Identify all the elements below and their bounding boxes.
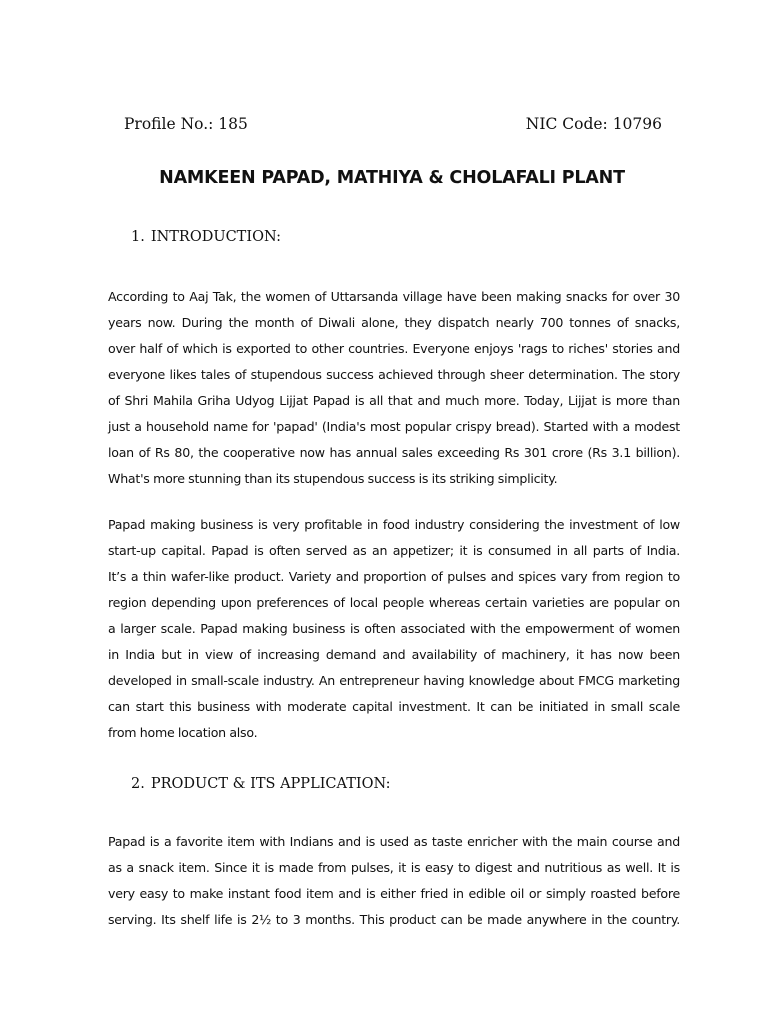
- paragraph-line: everyone likes tales of stupendous success achieved through sheer determination. The story: [108, 367, 680, 382]
- paragraph-line: serving. Its shelf life is 2½ to 3 months. This product can be made anywhere in the country.: [108, 912, 680, 927]
- paragraph-line: as a snack item. Since it is made from pulses, it is easy to digest and nutritious as well. It is: [108, 860, 680, 875]
- paragraph-line: very easy to make instant food item and is either fried in edible oil or simply roasted before: [108, 886, 680, 901]
- paragraph-line: of Shri Mahila Griha Udyog Lijjat Papad is all that and much more. Today, Lijjat is more than: [108, 393, 680, 408]
- paragraph-line: Papad making business is very profitable in food industry considering the investment of low: [108, 517, 680, 532]
- section-heading-introduction: [131, 229, 281, 245]
- paragraph-line: It’s a thin wafer-like product. Variety and proportion of pulses and spices vary from region to: [108, 569, 680, 584]
- paragraph-line: What's more stunning than its stupendous success is its striking simplicity.: [108, 471, 558, 486]
- paragraph-line: years now. During the month of Diwali alone, they dispatch nearly 700 tonnes of snacks,: [108, 315, 680, 330]
- paragraph-intro-1: [108, 284, 680, 492]
- paragraph-line: over half of which is exported to other countries. Everyone enjoys 'rags to riches' stories and: [108, 341, 680, 356]
- paragraph-line: According to Aaj Tak, the women of Uttarsanda village have been making snacks for over 30: [108, 289, 680, 304]
- profile-header: [124, 112, 662, 136]
- section-title: INTRODUCTION:: [150, 229, 282, 245]
- profile-number: Profile No.: 185: [124, 115, 248, 133]
- section-title: PRODUCT & ITS APPLICATION:: [150, 776, 391, 792]
- paragraph-line: start-up capital. Papad is often served as an appetizer; it is consumed in all parts of India.: [108, 543, 680, 558]
- paragraph-line: a larger scale. Papad making business is often associated with the empowerment of women: [108, 621, 680, 636]
- paragraph-line: loan of Rs 80, the cooperative now has annual sales exceeding Rs 301 crore (Rs 3.1 billion).: [108, 445, 680, 460]
- paragraph-line: Papad is a favorite item with Indians and is used as taste enricher with the main course and: [108, 834, 680, 849]
- paragraph-line: region depending upon preferences of local people whereas certain varieties are popular on: [108, 595, 680, 610]
- nic-code: NIC Code: 10796: [525, 115, 662, 133]
- paragraph-line: just a household name for 'papad' (India's most popular crispy bread). Started with a modest: [108, 419, 680, 434]
- section-number: 1.: [131, 229, 145, 245]
- paragraph-line: can start this business with moderate capital investment. It can be initiated in small scale: [108, 699, 680, 714]
- paragraph-line: in India but in view of increasing demand and availability of machinery, it has now been: [108, 647, 680, 662]
- section-heading-product: [131, 776, 391, 792]
- paragraph-intro-2: [108, 512, 680, 746]
- page-title: NAMKEEN PAPAD, MATHIYA & CHOLAFALI PLANT: [159, 168, 625, 188]
- section-number: 2.: [131, 776, 145, 792]
- paragraph-product-1: [108, 829, 680, 933]
- paragraph-line: developed in small-scale industry. An entrepreneur having knowledge about FMCG marketing: [108, 673, 680, 688]
- paragraph-line: from home location also.: [108, 725, 258, 740]
